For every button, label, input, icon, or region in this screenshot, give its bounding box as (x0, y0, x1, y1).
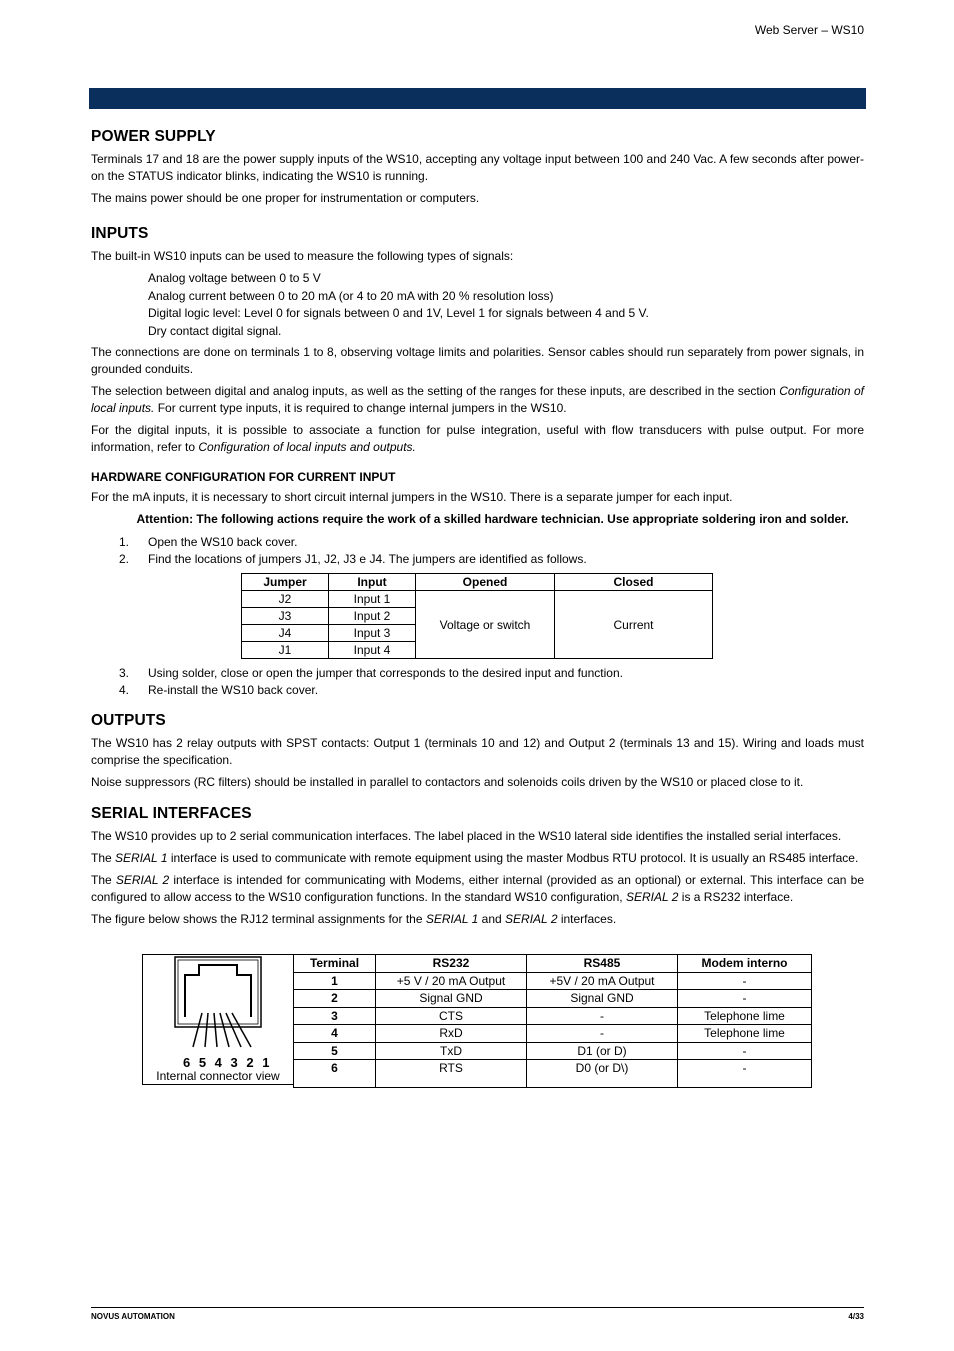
column-header: Opened (416, 574, 555, 591)
list-item (91, 682, 864, 699)
signal-types-list (91, 270, 864, 340)
serial-para-2 (91, 850, 864, 867)
list-item: Digital logic level: Level 0 for signals between 0 and 1V, Level 1 for signals between 4 and 5 V. (148, 306, 649, 320)
connector-caption: Internal connector view (156, 1069, 280, 1083)
column-header: Terminal (294, 955, 376, 973)
step-text: Open the WS10 back cover. (148, 535, 298, 549)
step-text: Using solder, close or open the jumper that corresponds to the desired input and function. (148, 666, 623, 680)
interface-name: SERIAL 2 (625, 890, 679, 904)
table-cell: 5 (294, 1042, 376, 1060)
header-band (89, 88, 866, 109)
serial-para-4 (91, 911, 864, 928)
list-item: Analog voltage between 0 to 5 V (148, 271, 321, 285)
column-header: Input (329, 574, 416, 591)
column-header: Jumper (242, 574, 329, 591)
footer-divider (91, 1307, 864, 1308)
text: The (91, 873, 116, 887)
table-row (294, 1042, 812, 1060)
rj12-connector-diagram (142, 954, 293, 1085)
power-supply-para-2: The mains power should be one proper for instrumentation or computers. (91, 191, 480, 205)
table-cell: Current (555, 591, 713, 659)
table-cell: J2 (242, 591, 329, 608)
section-reference: Configuration of local inputs and outputs. (198, 440, 416, 454)
step-text: Find the locations of jumpers J1, J2, J3 e J4. The jumpers are identified as follows. (148, 551, 587, 566)
outputs-para-2: Noise suppressors (RC filters) should be installed in parallel to contactors and solenoids coils driven by the WS10 or placed close to it. (91, 775, 804, 789)
list-item: Analog current between 0 to 20 mA (or 4 to 20 mA with 20 % resolution loss) (148, 288, 554, 303)
rj12-connector-icon (143, 955, 293, 1060)
power-supply-heading: POWER SUPPLY (91, 128, 216, 145)
table-cell: - (527, 1025, 678, 1043)
steps-list-b (91, 665, 864, 698)
serial-para-1: The WS10 provides up to 2 serial communication interfaces. The label placed in the WS10 lateral side identifies the installed serial interfaces. (91, 829, 842, 843)
table-cell: Input 2 (329, 608, 416, 625)
inputs-para-2: The connections are done on terminals 1 to 8, observing voltage limits and polarities. Sensor cables should run separately from power signals, in grounded conduits. (91, 345, 864, 376)
text: interface is used to communicate with remote equipment using the master Modbus RTU protocol. It is usually an RS485 interface. (167, 851, 859, 865)
list-item: Dry contact digital signal. (148, 323, 282, 338)
interface-name: SERIAL 2 (115, 873, 170, 887)
step-number: 1. (119, 535, 130, 549)
inputs-para-3 (91, 383, 864, 417)
outputs-heading: OUTPUTS (91, 712, 166, 729)
table-header-row (242, 574, 713, 591)
table-cell: J4 (242, 625, 329, 642)
text: The selection between digital and analog inputs, as well as the setting of the ranges for these inputs, are described in the section (91, 384, 780, 398)
table-cell: - (678, 1060, 812, 1088)
interface-name: SERIAL 2 (505, 912, 558, 926)
table-row (294, 1025, 812, 1043)
attention-warning: Attention: The following actions require the work of a skilled hardware technician. Use appropriate soldering iron and solder. (136, 512, 849, 526)
interface-name: SERIAL 1 (115, 851, 168, 865)
table-row (242, 591, 713, 608)
text: is a RS232 interface. (678, 890, 794, 904)
serial-interfaces-heading: SERIAL INTERFACES (91, 805, 252, 822)
column-header: Closed (555, 574, 713, 591)
table-cell: Voltage or switch (416, 591, 555, 659)
table-cell: - (527, 1007, 678, 1025)
table-cell: J3 (242, 608, 329, 625)
step-number: 2. (119, 551, 130, 566)
table-cell: TxD (376, 1042, 527, 1060)
table-row (294, 972, 812, 990)
table-cell: 1 (294, 972, 376, 990)
table-cell: - (678, 990, 812, 1008)
header-title: Web Server – WS10 (754, 23, 864, 37)
table-cell: 6 (294, 1060, 376, 1088)
outputs-para-1: The WS10 has 2 relay outputs with SPST contacts: Output 1 (terminals 10 and 12) and Output 2 (terminals 13 and 15). Wiring and loads must comprise the specification. (91, 736, 864, 767)
interface-name: SERIAL 1 (425, 912, 479, 926)
text: and (478, 912, 506, 926)
table-row (294, 990, 812, 1008)
page-number: 4/33 (848, 1312, 864, 1321)
table-cell: RxD (376, 1025, 527, 1043)
hw-config-heading: HARDWARE CONFIGURATION FOR CURRENT INPUT (91, 470, 396, 484)
step-number: 4. (119, 682, 130, 697)
table-cell: J1 (242, 642, 329, 659)
column-header: RS232 (376, 955, 527, 973)
table-cell: CTS (376, 1007, 527, 1025)
pin-numbers: 6 5 4 3 2 1 (183, 1055, 272, 1070)
text: interface is intended for communicating with Modems, either internal (provided as an optional) or external. This interface can be configured to allow access to the WS10 configuration functions. In the standard WS10 configuration, (91, 873, 865, 904)
jumper-table (241, 573, 713, 659)
rj12-terminal-table (293, 954, 812, 1088)
table-cell: D1 (or D) (527, 1042, 678, 1060)
serial-para-3 (91, 872, 864, 906)
table-row (294, 1060, 812, 1088)
hw-config-para-1: For the mA inputs, it is necessary to short circuit internal jumpers in the WS10. There is a separate jumper for each input. (91, 490, 733, 504)
list-item (91, 534, 864, 551)
table-cell: 2 (294, 990, 376, 1008)
table-cell: Input 1 (329, 591, 416, 608)
text: interfaces. (557, 912, 617, 926)
table-cell: RTS (376, 1060, 527, 1088)
table-cell: D0 (or D\) (527, 1060, 678, 1088)
text: The (91, 851, 116, 865)
table-cell: Input 4 (329, 642, 416, 659)
table-row (294, 1007, 812, 1025)
table-cell: +5 V / 20 mA Output (376, 972, 527, 990)
table-cell: Signal GND (376, 990, 527, 1008)
table-cell: Telephone lime (678, 1025, 812, 1043)
table-cell: +5V / 20 mA Output (527, 972, 678, 990)
document-body (91, 128, 864, 1088)
table-cell: - (678, 1042, 812, 1060)
step-text: Re-install the WS10 back cover. (148, 682, 319, 697)
rj12-figure (142, 954, 864, 1088)
text: For the digital inputs, it is possible to associate a function for pulse integration, useful with flow transducers with pulse output. For more information, refer to (91, 423, 864, 454)
table-cell: Signal GND (527, 990, 678, 1008)
column-header: Modem interno (678, 955, 812, 973)
section-reference: Configuration of local inputs. (91, 384, 864, 415)
table-cell: Telephone lime (678, 1007, 812, 1025)
inputs-heading: INPUTS (91, 225, 149, 242)
inputs-para-1: The built-in WS10 inputs can be used to measure the following types of signals: (91, 249, 514, 263)
list-item (91, 665, 864, 682)
inputs-para-4 (91, 422, 864, 456)
step-number: 3. (119, 666, 130, 680)
text: For current type inputs, it is required to change internal jumpers in the WS10. (154, 401, 567, 415)
text: The figure below shows the RJ12 terminal assignments for the (91, 912, 426, 926)
footer-company: NOVUS AUTOMATION (91, 1312, 175, 1321)
list-item (91, 551, 864, 568)
table-cell: 3 (294, 1007, 376, 1025)
table-cell: Input 3 (329, 625, 416, 642)
table-cell: 4 (294, 1025, 376, 1043)
power-supply-para-1: Terminals 17 and 18 are the power supply inputs of the WS10, accepting any voltage input between 100 and 240 Vac. A few seconds after power-on the STATUS indicator blinks, indicating the WS10 is running. (91, 152, 864, 183)
steps-list-a (91, 534, 864, 567)
column-header: RS485 (527, 955, 678, 973)
table-header-row (294, 955, 812, 973)
table-cell: - (678, 972, 812, 990)
